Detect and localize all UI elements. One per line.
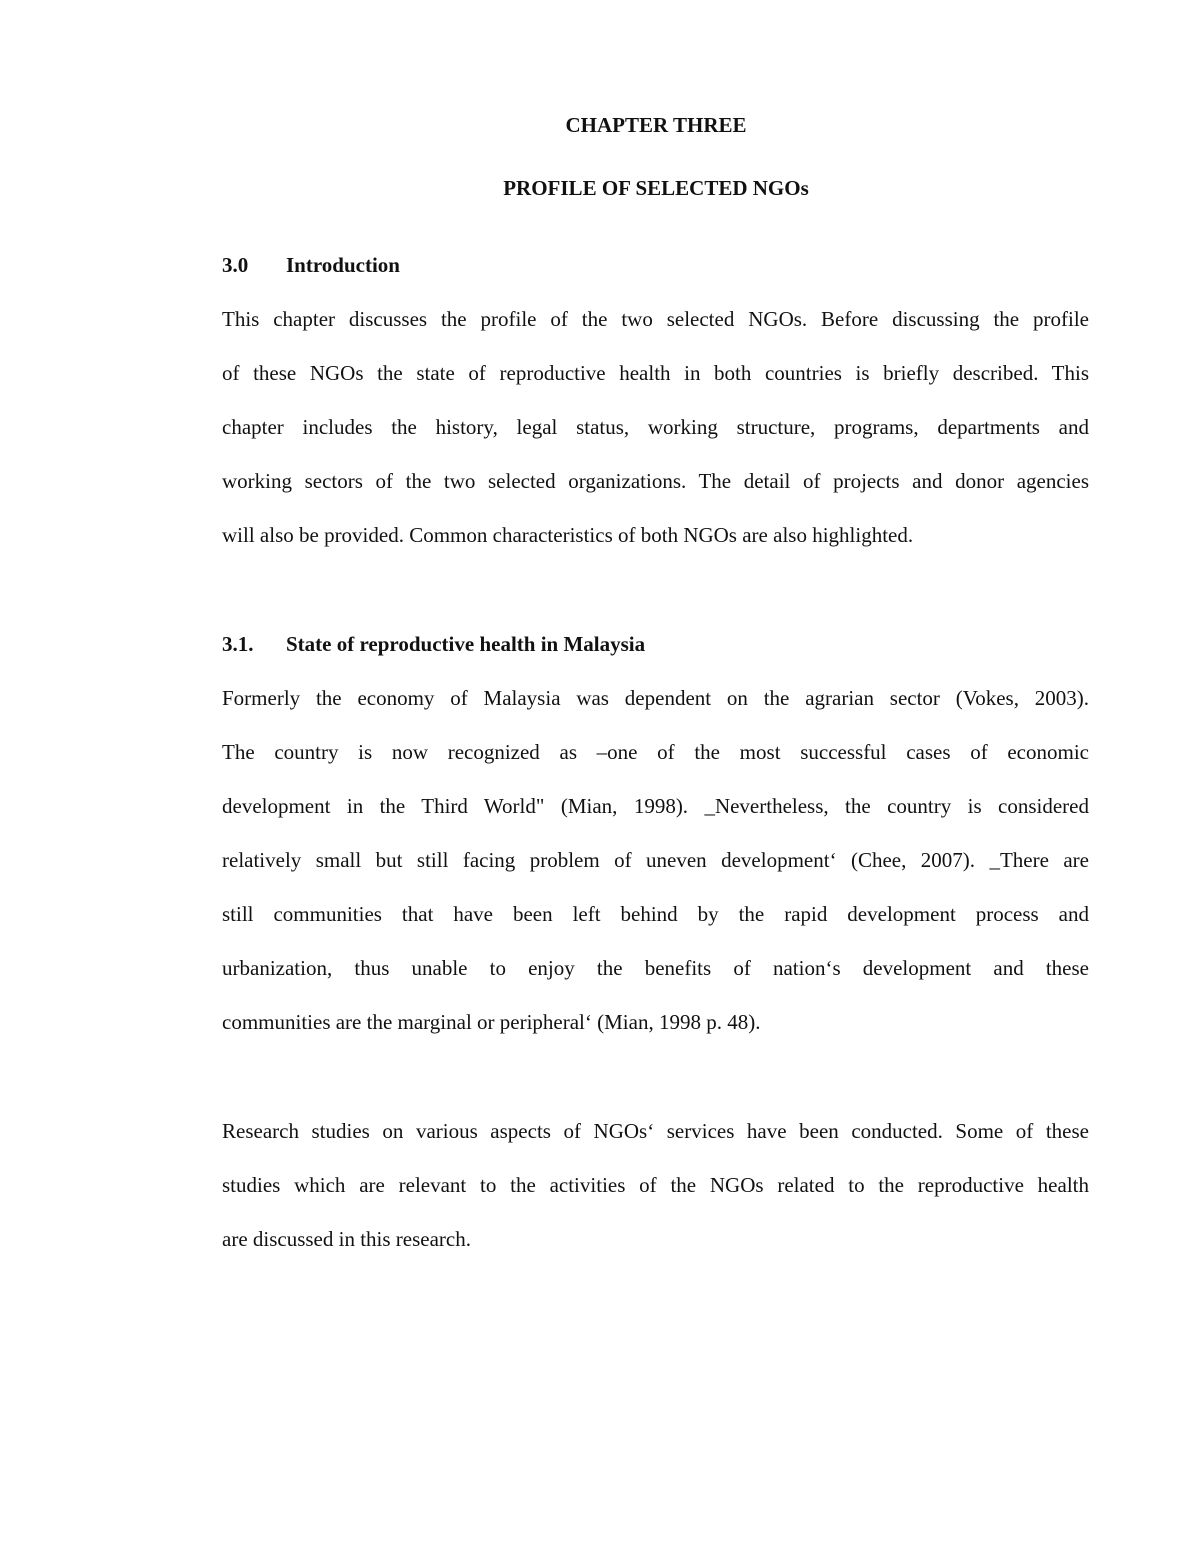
section-title: Introduction [286, 253, 400, 277]
paragraph-line: Research studies on various aspects of NGOs‘ services have been conducted. Some of these [222, 1119, 1089, 1143]
paragraph-malaysia-economy [222, 686, 1089, 1064]
paragraph-line: will also be provided. Common characteristics of both NGOs are also highlighted. [222, 523, 914, 547]
section-heading-reproductive-health [222, 632, 645, 656]
paragraph-line: development in the Third World" (Mian, 1998). _Nevertheless, the country is considered [222, 794, 1089, 818]
section-title: State of reproductive health in Malaysia [286, 632, 646, 656]
paragraph-line: relatively small but still facing problem of uneven development‘ (Chee, 2007). _There are [222, 848, 1089, 872]
paragraph-introduction [222, 307, 1089, 577]
section-number: 3.0 [222, 253, 249, 277]
paragraph-line: The country is now recognized as –one of the most successful cases of economic [222, 740, 1089, 764]
chapter-title: CHAPTER THREE [565, 113, 747, 137]
paragraph-research-studies [222, 1119, 1089, 1281]
section-number: 3.1. [222, 632, 254, 656]
paragraph-line: still communities that have been left behind by the rapid development process and [222, 902, 1089, 926]
paragraph-line: communities are the marginal or peripheral‘ (Mian, 1998 p. 48). [222, 1010, 761, 1034]
paragraph-line: Formerly the economy of Malaysia was dependent on the agrarian sector (Vokes, 2003). [222, 686, 1089, 710]
paragraph-line: This chapter discusses the profile of the two selected NGOs. Before discussing the profile [222, 307, 1089, 331]
paragraph-line: of these NGOs the state of reproductive health in both countries is briefly described. This [222, 361, 1089, 385]
chapter-subtitle: PROFILE OF SELECTED NGOs [503, 176, 809, 200]
section-heading-introduction [222, 253, 400, 277]
paragraph-line: studies which are relevant to the activities of the NGOs related to the reproductive health [222, 1173, 1089, 1197]
paragraph-line: urbanization, thus unable to enjoy the benefits of nation‘s development and these [222, 956, 1089, 980]
paragraph-line: chapter includes the history, legal status, working structure, programs, departments and [222, 415, 1089, 439]
paragraph-line: are discussed in this research. [222, 1227, 471, 1251]
paragraph-line: working sectors of the two selected organizations. The detail of projects and donor agencies [222, 469, 1089, 493]
